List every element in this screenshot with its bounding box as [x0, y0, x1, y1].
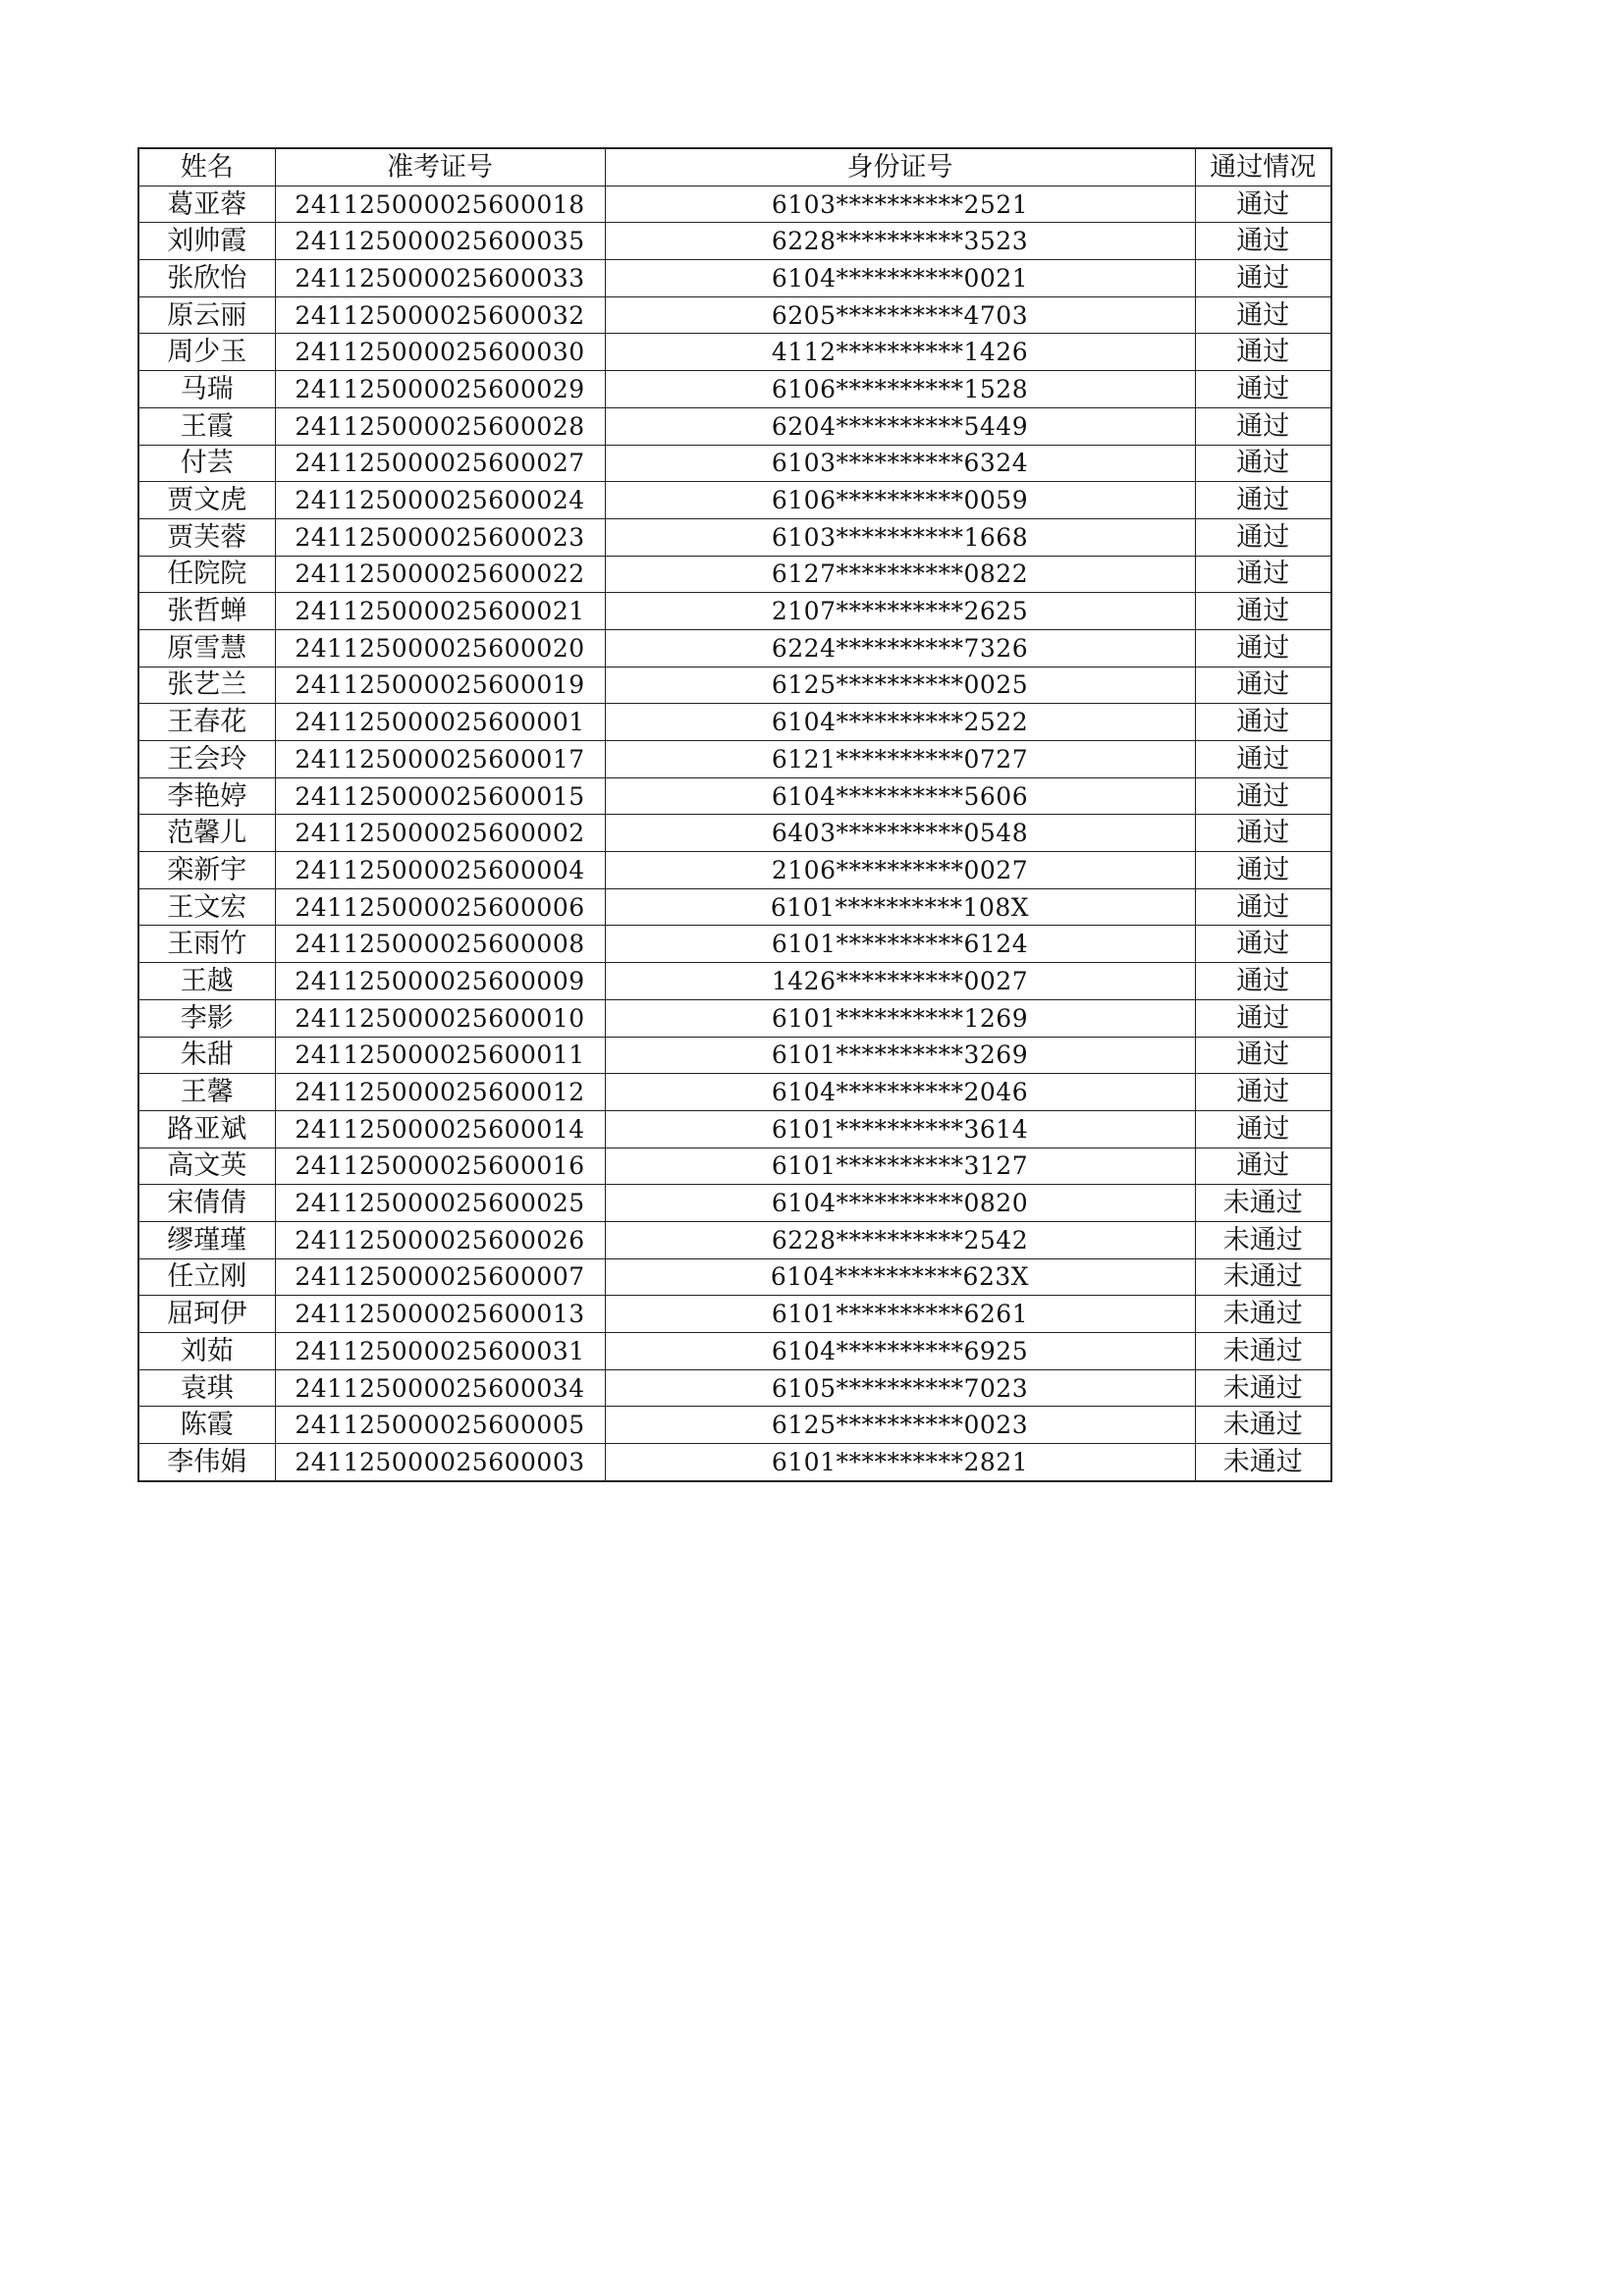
cell-id-number: 6125**********0023	[605, 1407, 1195, 1444]
cell-id-number: 6104**********2522	[605, 704, 1195, 741]
table-row	[138, 1369, 1331, 1407]
cell-exam-number: 241125000025600002	[275, 815, 605, 852]
cell-name: 王馨	[138, 1074, 275, 1111]
cell-pass-status: 通过	[1195, 1148, 1331, 1185]
header-pass-status: 通过情况	[1195, 148, 1331, 186]
table-row	[138, 1221, 1331, 1258]
cell-id-number: 6101**********3269	[605, 1037, 1195, 1074]
cell-pass-status: 通过	[1195, 593, 1331, 630]
cell-pass-status: 未通过	[1195, 1407, 1331, 1444]
cell-pass-status: 未通过	[1195, 1296, 1331, 1333]
table-row	[138, 296, 1331, 334]
cell-name: 李艳婷	[138, 777, 275, 815]
table-row	[138, 777, 1331, 815]
cell-pass-status: 通过	[1195, 1037, 1331, 1074]
cell-id-number: 6104**********6925	[605, 1333, 1195, 1370]
table-header	[138, 148, 1331, 186]
cell-exam-number: 241125000025600028	[275, 407, 605, 445]
cell-pass-status: 未通过	[1195, 1185, 1331, 1222]
cell-exam-number: 241125000025600033	[275, 260, 605, 297]
cell-id-number: 6101**********1269	[605, 999, 1195, 1037]
cell-pass-status: 通过	[1195, 999, 1331, 1037]
table-row	[138, 963, 1331, 1000]
cell-pass-status: 通过	[1195, 963, 1331, 1000]
cell-id-number: 6106**********1528	[605, 371, 1195, 408]
table-row	[138, 999, 1331, 1037]
cell-id-number: 6101**********3127	[605, 1148, 1195, 1185]
cell-id-number: 6224**********7326	[605, 629, 1195, 667]
table-row	[138, 1407, 1331, 1444]
header-name: 姓名	[138, 148, 275, 186]
cell-pass-status: 通过	[1195, 407, 1331, 445]
cell-id-number: 6101**********6261	[605, 1296, 1195, 1333]
cell-exam-number: 241125000025600011	[275, 1037, 605, 1074]
cell-name: 任院院	[138, 556, 275, 593]
cell-exam-number: 241125000025600019	[275, 667, 605, 704]
cell-id-number: 6103**********2521	[605, 186, 1195, 223]
table-row	[138, 1444, 1331, 1481]
cell-name: 王春花	[138, 704, 275, 741]
cell-pass-status: 通过	[1195, 223, 1331, 260]
cell-id-number: 6103**********1668	[605, 518, 1195, 556]
cell-exam-number: 241125000025600021	[275, 593, 605, 630]
cell-pass-status: 通过	[1195, 556, 1331, 593]
cell-id-number: 6121**********0727	[605, 741, 1195, 778]
cell-exam-number: 241125000025600014	[275, 1110, 605, 1148]
cell-name: 葛亚蓉	[138, 186, 275, 223]
cell-name: 缪瑾瑾	[138, 1221, 275, 1258]
cell-exam-number: 241125000025600003	[275, 1444, 605, 1481]
cell-pass-status: 通过	[1195, 704, 1331, 741]
cell-exam-number: 241125000025600035	[275, 223, 605, 260]
cell-id-number: 6105**********7023	[605, 1369, 1195, 1407]
cell-exam-number: 241125000025600016	[275, 1148, 605, 1185]
cell-id-number: 6101**********2821	[605, 1444, 1195, 1481]
cell-name: 刘茹	[138, 1333, 275, 1370]
table-row	[138, 556, 1331, 593]
cell-name: 刘帅霞	[138, 223, 275, 260]
table-row	[138, 334, 1331, 371]
cell-pass-status: 未通过	[1195, 1444, 1331, 1481]
cell-pass-status: 通过	[1195, 296, 1331, 334]
cell-pass-status: 未通过	[1195, 1333, 1331, 1370]
cell-id-number: 2106**********0027	[605, 852, 1195, 889]
cell-exam-number: 241125000025600005	[275, 1407, 605, 1444]
cell-exam-number: 241125000025600007	[275, 1258, 605, 1296]
cell-exam-number: 241125000025600025	[275, 1185, 605, 1222]
cell-pass-status: 通过	[1195, 777, 1331, 815]
cell-name: 张欣怡	[138, 260, 275, 297]
cell-pass-status: 通过	[1195, 667, 1331, 704]
cell-pass-status: 通过	[1195, 888, 1331, 926]
table-row	[138, 371, 1331, 408]
cell-id-number: 6104**********5606	[605, 777, 1195, 815]
cell-id-number: 6127**********0822	[605, 556, 1195, 593]
cell-exam-number: 241125000025600024	[275, 482, 605, 519]
cell-id-number: 6125**********0025	[605, 667, 1195, 704]
cell-id-number: 6104**********0021	[605, 260, 1195, 297]
cell-id-number: 1426**********0027	[605, 963, 1195, 1000]
cell-name: 屈珂伊	[138, 1296, 275, 1333]
cell-name: 付芸	[138, 445, 275, 482]
table-row	[138, 1037, 1331, 1074]
table-row	[138, 815, 1331, 852]
cell-pass-status: 通过	[1195, 260, 1331, 297]
cell-exam-number: 241125000025600001	[275, 704, 605, 741]
cell-name: 王文宏	[138, 888, 275, 926]
cell-pass-status: 未通过	[1195, 1221, 1331, 1258]
cell-name: 周少玉	[138, 334, 275, 371]
cell-id-number: 2107**********2625	[605, 593, 1195, 630]
cell-id-number: 6205**********4703	[605, 296, 1195, 334]
cell-pass-status: 通过	[1195, 741, 1331, 778]
table-row	[138, 186, 1331, 223]
cell-exam-number: 241125000025600034	[275, 1369, 605, 1407]
cell-exam-number: 241125000025600027	[275, 445, 605, 482]
cell-exam-number: 241125000025600030	[275, 334, 605, 371]
cell-exam-number: 241125000025600031	[275, 1333, 605, 1370]
cell-pass-status: 通过	[1195, 445, 1331, 482]
cell-name: 宋倩倩	[138, 1185, 275, 1222]
table-row	[138, 593, 1331, 630]
cell-pass-status: 通过	[1195, 1110, 1331, 1148]
cell-name: 王霞	[138, 407, 275, 445]
cell-exam-number: 241125000025600010	[275, 999, 605, 1037]
cell-exam-number: 241125000025600022	[275, 556, 605, 593]
cell-name: 陈霞	[138, 1407, 275, 1444]
cell-exam-number: 241125000025600020	[275, 629, 605, 667]
cell-name: 王会玲	[138, 741, 275, 778]
cell-pass-status: 通过	[1195, 518, 1331, 556]
cell-exam-number: 241125000025600004	[275, 852, 605, 889]
table-row	[138, 223, 1331, 260]
cell-name: 范馨儿	[138, 815, 275, 852]
cell-name: 任立刚	[138, 1258, 275, 1296]
results-table	[137, 147, 1332, 1482]
cell-exam-number: 241125000025600013	[275, 1296, 605, 1333]
table-row	[138, 1258, 1331, 1296]
table-row	[138, 1296, 1331, 1333]
header-exam-number: 准考证号	[275, 148, 605, 186]
table-row	[138, 852, 1331, 889]
cell-name: 路亚斌	[138, 1110, 275, 1148]
cell-name: 王雨竹	[138, 926, 275, 963]
cell-id-number: 6104**********0820	[605, 1185, 1195, 1222]
cell-id-number: 6101**********3614	[605, 1110, 1195, 1148]
results-sheet	[137, 147, 1332, 1482]
cell-id-number: 6228**********3523	[605, 223, 1195, 260]
table-row	[138, 1333, 1331, 1370]
table-row	[138, 1074, 1331, 1111]
cell-exam-number: 241125000025600032	[275, 296, 605, 334]
cell-pass-status: 通过	[1195, 186, 1331, 223]
table-row	[138, 1185, 1331, 1222]
table-row	[138, 445, 1331, 482]
cell-exam-number: 241125000025600023	[275, 518, 605, 556]
table-row	[138, 482, 1331, 519]
cell-exam-number: 241125000025600029	[275, 371, 605, 408]
table-row	[138, 1148, 1331, 1185]
cell-name: 李伟娟	[138, 1444, 275, 1481]
cell-id-number: 6228**********2542	[605, 1221, 1195, 1258]
cell-id-number: 6101**********108X	[605, 888, 1195, 926]
table-row	[138, 926, 1331, 963]
cell-exam-number: 241125000025600015	[275, 777, 605, 815]
cell-name: 原云丽	[138, 296, 275, 334]
cell-name: 高文英	[138, 1148, 275, 1185]
cell-pass-status: 未通过	[1195, 1258, 1331, 1296]
table-row	[138, 518, 1331, 556]
header-row	[138, 148, 1331, 186]
cell-pass-status: 通过	[1195, 852, 1331, 889]
cell-id-number: 6106**********0059	[605, 482, 1195, 519]
table-row	[138, 888, 1331, 926]
cell-name: 贾芙蓉	[138, 518, 275, 556]
table-row	[138, 741, 1331, 778]
cell-name: 朱甜	[138, 1037, 275, 1074]
table-row	[138, 260, 1331, 297]
table-row	[138, 1110, 1331, 1148]
cell-name: 王越	[138, 963, 275, 1000]
cell-id-number: 6104**********2046	[605, 1074, 1195, 1111]
cell-id-number: 6103**********6324	[605, 445, 1195, 482]
cell-id-number: 6403**********0548	[605, 815, 1195, 852]
cell-pass-status: 通过	[1195, 482, 1331, 519]
cell-pass-status: 通过	[1195, 1074, 1331, 1111]
cell-name: 马瑞	[138, 371, 275, 408]
cell-pass-status: 通过	[1195, 815, 1331, 852]
header-id-number: 身份证号	[605, 148, 1195, 186]
table-body	[138, 186, 1331, 1481]
table-row	[138, 407, 1331, 445]
table-row	[138, 667, 1331, 704]
cell-exam-number: 241125000025600006	[275, 888, 605, 926]
cell-name: 张艺兰	[138, 667, 275, 704]
cell-exam-number: 241125000025600009	[275, 963, 605, 1000]
cell-pass-status: 通过	[1195, 629, 1331, 667]
cell-name: 张哲蝉	[138, 593, 275, 630]
cell-name: 贾文虎	[138, 482, 275, 519]
cell-pass-status: 通过	[1195, 334, 1331, 371]
cell-name: 原雪慧	[138, 629, 275, 667]
cell-exam-number: 241125000025600012	[275, 1074, 605, 1111]
table-row	[138, 629, 1331, 667]
table-row	[138, 704, 1331, 741]
cell-pass-status: 通过	[1195, 371, 1331, 408]
cell-name: 袁琪	[138, 1369, 275, 1407]
cell-exam-number: 241125000025600017	[275, 741, 605, 778]
cell-exam-number: 241125000025600026	[275, 1221, 605, 1258]
cell-exam-number: 241125000025600008	[275, 926, 605, 963]
cell-id-number: 6101**********6124	[605, 926, 1195, 963]
cell-id-number: 6104**********623X	[605, 1258, 1195, 1296]
cell-pass-status: 未通过	[1195, 1369, 1331, 1407]
cell-id-number: 4112**********1426	[605, 334, 1195, 371]
cell-name: 栾新宇	[138, 852, 275, 889]
cell-pass-status: 通过	[1195, 926, 1331, 963]
cell-id-number: 6204**********5449	[605, 407, 1195, 445]
cell-exam-number: 241125000025600018	[275, 186, 605, 223]
cell-name: 李影	[138, 999, 275, 1037]
